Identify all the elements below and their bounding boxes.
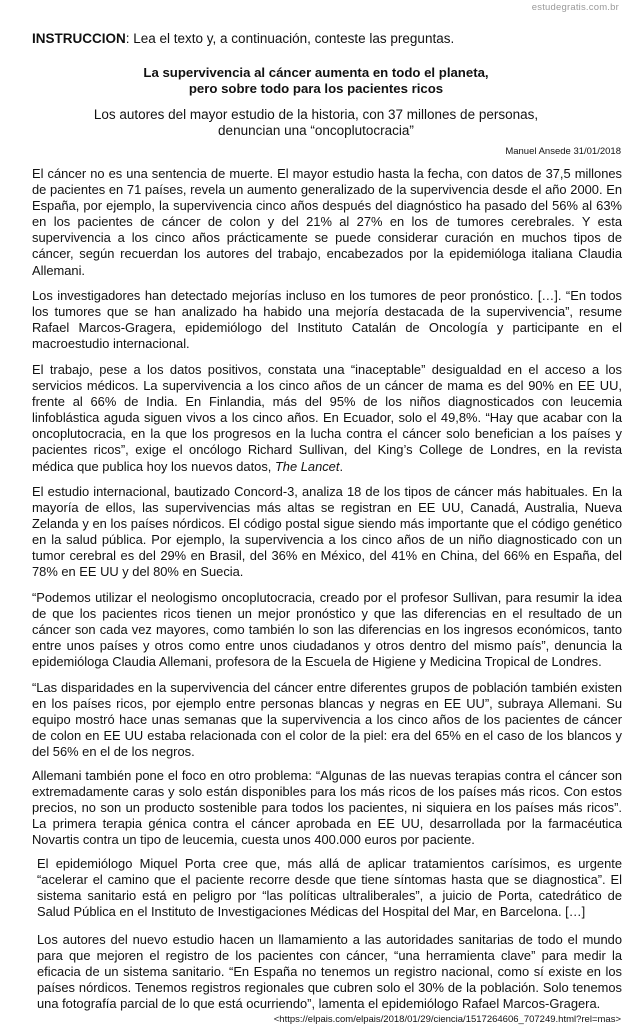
article-subtitle-line-1: Los autores del mayor estudio de la historia, con 37 millones de personas,: [93, 107, 539, 122]
paragraph-3-end: .: [339, 458, 344, 474]
paragraph-8: El epidemiólogo Miquel Porta cree que, más allá de aplicar tratamientos carísimos, es urgente “acelerar el camino que el paciente recorre desde que tiene síntomas hasta que se diagnostica”. El sistema sanitario está en peligro por “las políticas ultraliberales”, a juicio de Porta, catedrático de Salud Pública en el Instituto de Investigaciones Médicas del Hospital del Mar, en Barcelona. […]: [37, 856, 622, 920]
paragraph-3-text: El trabajo, pese a los datos positivos, constata una “inaceptable” desigualdad en el acceso a los servicios médicos. La supervivencia a los cinco años de un cáncer de mama es del 90% en EE UU, frente al 66% de India. En Finlandia, más del 95% de los niños diagnosticados con leucemia linfoblástica aguda siguen vivos a los cinco años. En Ecuador, solo el 49,8%. “Hay que acabar con la oncoplutocracia, en la que los progresos en la lucha contra el cáncer solo benefician a los países y pacientes ricos”, exige el oncólogo Richard Sullivan, del King’s College de Londres, en la revista médica que publica hoy los nuevos datos,: [32, 362, 622, 474]
article-subtitle-line-2: denuncian una “oncoplutocracia”: [218, 123, 414, 138]
source-link[interactable]: <https://elpais.com/elpais/2018/01/29/ciencia/1517264606_707249.html?rel=mas>: [273, 1014, 621, 1025]
paragraph-6: “Las disparidades en la supervivencia del cáncer entre diferentes grupos de población también existen en los países ricos, por ejemplo entre personas blancas y negras en EE UU”, subraya Allemani. Su equipo mostró hace unas semanas que la supervivencia a los cinco años de los pacientes de cáncer de colon en EE UU estaba relacionada con el color de la piel: era del 65% en el caso de los blancos y del 56% en el de los negros.: [32, 680, 622, 760]
instruction-text: : Lea el texto y, a continuación, conteste las preguntas.: [125, 31, 455, 46]
instruction-label: INSTRUCCION: [32, 31, 126, 46]
paragraph-7: Allemani también pone el foco en otro problema: “Algunas de las nuevas terapias contra el cáncer son extremadamente caras y solo están disponibles para los más ricos de los países más ricos. Con estos precios, no son un producto sostenible para todos los pacientes, ni siquiera en los países más ricos”. La primera terapia génica contra el cáncer aprobada en EE UU, desarrollada por la farmacéutica Novartis contra un tipo de leucemia, cuesta unos 400.000 euros por paciente.: [32, 768, 622, 848]
journal-name: The Lancet: [274, 458, 340, 474]
article-byline: Manuel Ansede 31/01/2018: [505, 146, 621, 157]
article-title-line-2: pero sobre todo para los pacientes ricos: [188, 81, 444, 96]
paragraph-2: Los investigadores han detectado mejorías incluso en los tumores de peor pronóstico. […]. “En todos los tumores que se han analizado ha habido una mejoría destacada de la supervivencia”, resume Rafael Marcos-Gragera, epidemiólogo del Instituto Catalán de Oncología y participante en el macroestudio internacional.: [32, 288, 622, 352]
paragraph-3: [32, 362, 622, 475]
paragraph-1: El cáncer no es una sentencia de muerte. El mayor estudio hasta la fecha, con datos de 37,5 millones de pacientes en 71 países, revela un aumento generalizado de la supervivencia desde el año 2000. En España, por ejemplo, la supervivencia cinco años después del diagnóstico ha pasado del 56% al 63% en los pacientes de cáncer de colon y del 21% al 27% en los de tumores cerebrales. Y esta supervivencia a los cinco años prácticamente se puede considerar curación en muchos tipos de cáncer, según recuerdan los autores del trabajo, encabezados por la epidemióloga italiana Claudia Allemani.: [32, 166, 622, 278]
instruction: [32, 31, 454, 46]
article-title: [0, 65, 625, 97]
paragraph-5: “Podemos utilizar el neologismo oncoplutocracia, creado por el profesor Sullivan, para resumir la idea de que los pacientes ricos tienen un mejor pronóstico y que las diferencias en el resultado de un cáncer son cada vez mayores, como también lo son las diferencias en los ingresos económicos, tanto entre unos países y otros como entre unos ciudadanos y otros dentro del mismo país”, denuncia la epidemióloga Claudia Allemani, profesora de la Escuela de Higiene y Medicina Tropical de Londres.: [32, 590, 622, 670]
article-subtitle: [0, 107, 625, 139]
paragraph-9: Los autores del nuevo estudio hacen un llamamiento a las autoridades sanitarias de todo el mundo para que mejoren el registro de los pacientes con cáncer, “una herramienta clave” para medir la eficacia de un sistema sanitario. “En España no tenemos un registro nacional, como sí existe en los países nórdicos. Tenemos registros regionales que cubren solo el 30% de la población. Solo tenemos una fotografía parcial de lo que está ocurriendo”, lamenta el epidemiólogo Rafael Marcos-Gragera.: [37, 932, 622, 1012]
watermark: estudegratis.com.br: [531, 2, 619, 13]
paragraph-4: El estudio internacional, bautizado Concord-3, analiza 18 de los tipos de cáncer más habituales. En la mayoría de ellos, las supervivencias más altas se registran en EE UU, Canadá, Australia, Nueva Zelanda y en los países nórdicos. El código postal sigue siendo más importante que el código genético en la salud pública. Por ejemplo, la supervivencia a los cinco años de un niño diagnosticado con un tumor cerebral es del 29% en Brasil, del 36% en México, del 41% en China, del 66% en España, del 78% en EE UU y del 80% en Suecia.: [32, 484, 622, 580]
article-title-line-1: La supervivencia al cáncer aumenta en todo el planeta,: [143, 65, 489, 80]
